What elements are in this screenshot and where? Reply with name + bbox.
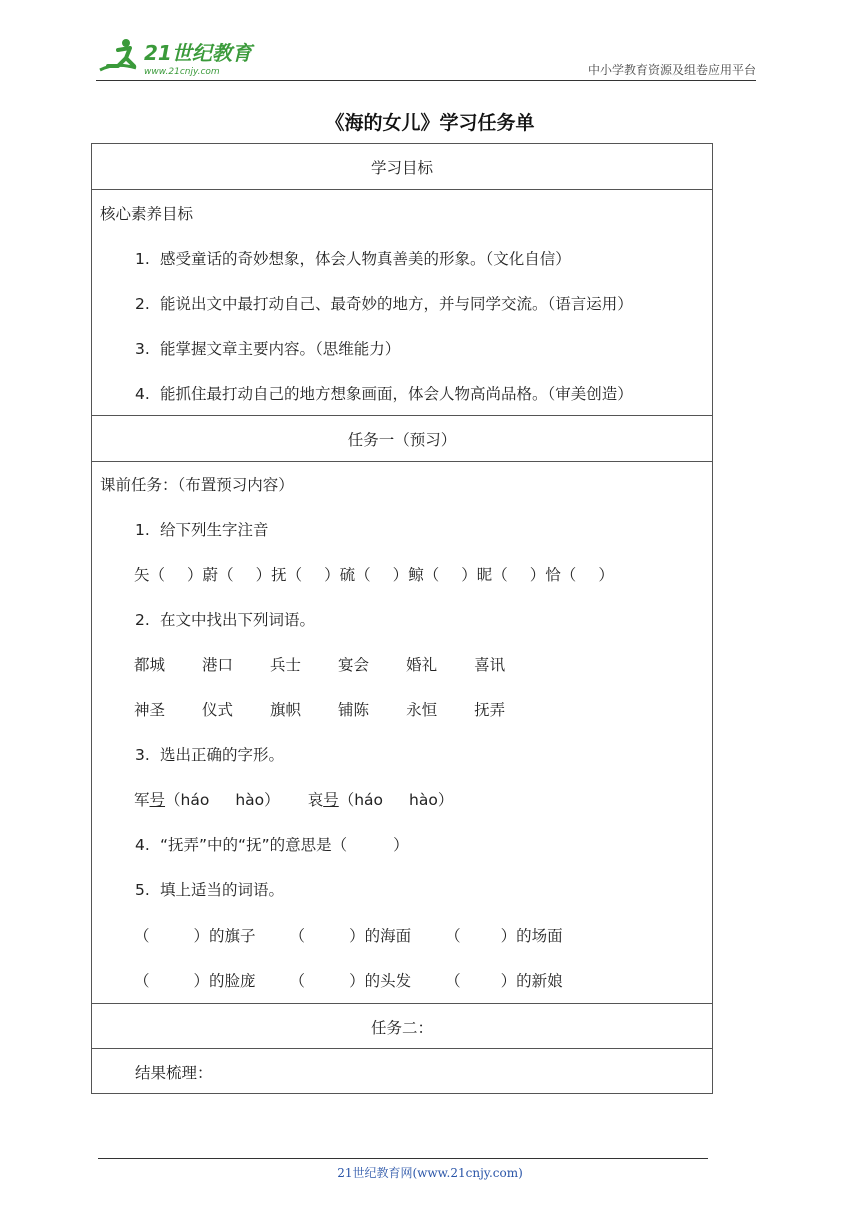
glyph-choice-row: 军号（háo hào） 哀号（háo hào） bbox=[134, 791, 454, 809]
blank-suffix: 的脸庞 bbox=[209, 972, 256, 990]
header-tagline: 中小学教育资源及组卷应用平台 bbox=[587, 63, 756, 77]
row-divider bbox=[92, 1048, 712, 1049]
word-item: 永恒 bbox=[406, 701, 438, 719]
site-logo bbox=[96, 36, 266, 80]
result-label: 结果梳理： bbox=[135, 1064, 213, 1082]
goal-text: 感受童话的奇妙想象，体会人物真善美的形象。（文化自信） bbox=[160, 250, 571, 268]
logo-wordmark: 21世纪教育 bbox=[144, 41, 252, 65]
worksheet-table bbox=[91, 143, 713, 1094]
question-3 bbox=[135, 745, 284, 765]
option: hào bbox=[409, 791, 438, 809]
underlined-char: 号 bbox=[149, 791, 166, 809]
blank-suffix: 的头发 bbox=[364, 972, 412, 990]
question-number: 4. bbox=[135, 836, 150, 854]
word-item: 铺陈 bbox=[338, 701, 370, 719]
question-number: 5. bbox=[135, 881, 150, 899]
option: hào bbox=[235, 791, 265, 809]
blank-suffix: 的海面 bbox=[364, 927, 412, 945]
word-item: 都城 bbox=[134, 656, 166, 674]
task1-header: 任务一（预习） bbox=[347, 430, 457, 449]
goal-text: 能说出文中最打动自己、最奇妙的地方，并与同学交流。（语言运用） bbox=[160, 295, 633, 313]
header-divider bbox=[96, 80, 756, 81]
question-number: 2. bbox=[135, 611, 150, 629]
core-goals-label: 核心素养目标 bbox=[100, 205, 194, 223]
question-text: “抚弄”中的“抚”的意思是（ bbox=[160, 836, 348, 854]
question-number: 3. bbox=[135, 746, 150, 764]
logo-url: www.21cnjy.com bbox=[144, 67, 220, 77]
footer-divider bbox=[98, 1158, 708, 1159]
word-item: 喜讯 bbox=[474, 656, 506, 674]
row-divider bbox=[92, 189, 712, 190]
word-row bbox=[134, 655, 505, 675]
question-text: 填上适当的词语。 bbox=[160, 881, 285, 899]
word-item: 旗帜 bbox=[270, 701, 302, 719]
goal-item bbox=[135, 384, 633, 404]
question-number: 1. bbox=[135, 521, 150, 539]
goal-item bbox=[135, 339, 400, 359]
goal-item bbox=[135, 249, 571, 269]
question-text: 在文中找出下列词语。 bbox=[160, 611, 316, 629]
goal-number: 1. bbox=[135, 250, 150, 268]
word-row bbox=[134, 700, 505, 720]
question-text: 选出正确的字形。 bbox=[160, 746, 285, 764]
blank-suffix: 的场面 bbox=[516, 927, 563, 945]
word-item: 仪式 bbox=[202, 701, 234, 719]
fill-blank-row: （ ）的旗子 （ ）的海面 （ ）的场面 bbox=[134, 927, 563, 945]
question-4 bbox=[135, 835, 409, 855]
word-item: 婚礼 bbox=[406, 656, 438, 674]
question-close: ） bbox=[393, 836, 409, 854]
goal-text: 能抓住最打动自己的地方想象画面，体会人物高尚品格。（审美创造） bbox=[160, 385, 633, 403]
char-item: 恰 bbox=[545, 566, 561, 584]
word-item: 港口 bbox=[202, 656, 234, 674]
blank-suffix: 的新娘 bbox=[516, 972, 563, 990]
char-item: 硫 bbox=[339, 566, 356, 584]
word-prefix: 军 bbox=[134, 791, 150, 809]
goal-number: 2. bbox=[135, 295, 150, 313]
question-5 bbox=[135, 880, 284, 900]
option: háo bbox=[180, 791, 210, 809]
blank-suffix: 的旗子 bbox=[209, 927, 256, 945]
question-2 bbox=[135, 610, 315, 630]
char-item: 抚 bbox=[271, 566, 287, 584]
option: háo bbox=[354, 791, 384, 809]
word-item: 抚弄 bbox=[474, 701, 506, 719]
char-item: 鲸 bbox=[408, 566, 424, 584]
pinyin-blanks-row: 矢（ ）蔚（ ）抚（ ）硫（ ）鲸（ ）昵（ ）恰（ ） bbox=[134, 566, 614, 584]
goal-item bbox=[135, 294, 633, 314]
word-prefix: 哀 bbox=[307, 791, 324, 809]
runner-logo-icon bbox=[100, 39, 136, 70]
footer-link[interactable]: 21世纪教育网(www.21cnjy.com) bbox=[337, 1166, 523, 1180]
question-text: 给下列生字注音 bbox=[160, 521, 269, 539]
row-divider bbox=[92, 461, 712, 462]
goal-number: 3. bbox=[135, 340, 150, 358]
fill-blank-row: （ ）的脸庞 （ ）的头发 （ ）的新娘 bbox=[134, 972, 563, 990]
char-item: 蔚 bbox=[202, 566, 219, 584]
goal-text: 能掌握文章主要内容。（思维能力） bbox=[160, 340, 401, 358]
pre-task-label: 课前任务：（布置预习内容） bbox=[100, 476, 294, 494]
word-item: 神圣 bbox=[134, 701, 166, 719]
goal-number: 4. bbox=[135, 385, 150, 403]
char-item: 昵 bbox=[476, 566, 493, 584]
goals-header: 学习目标 bbox=[370, 158, 433, 177]
word-item: 宴会 bbox=[338, 656, 370, 674]
word-item: 兵士 bbox=[270, 656, 302, 674]
task2-header: 任务二： bbox=[370, 1018, 433, 1037]
char-item: 矢 bbox=[134, 566, 150, 584]
question-1 bbox=[135, 520, 269, 540]
page-title: 《海的女儿》学习任务单 bbox=[325, 112, 535, 134]
underlined-char: 号 bbox=[323, 791, 339, 809]
